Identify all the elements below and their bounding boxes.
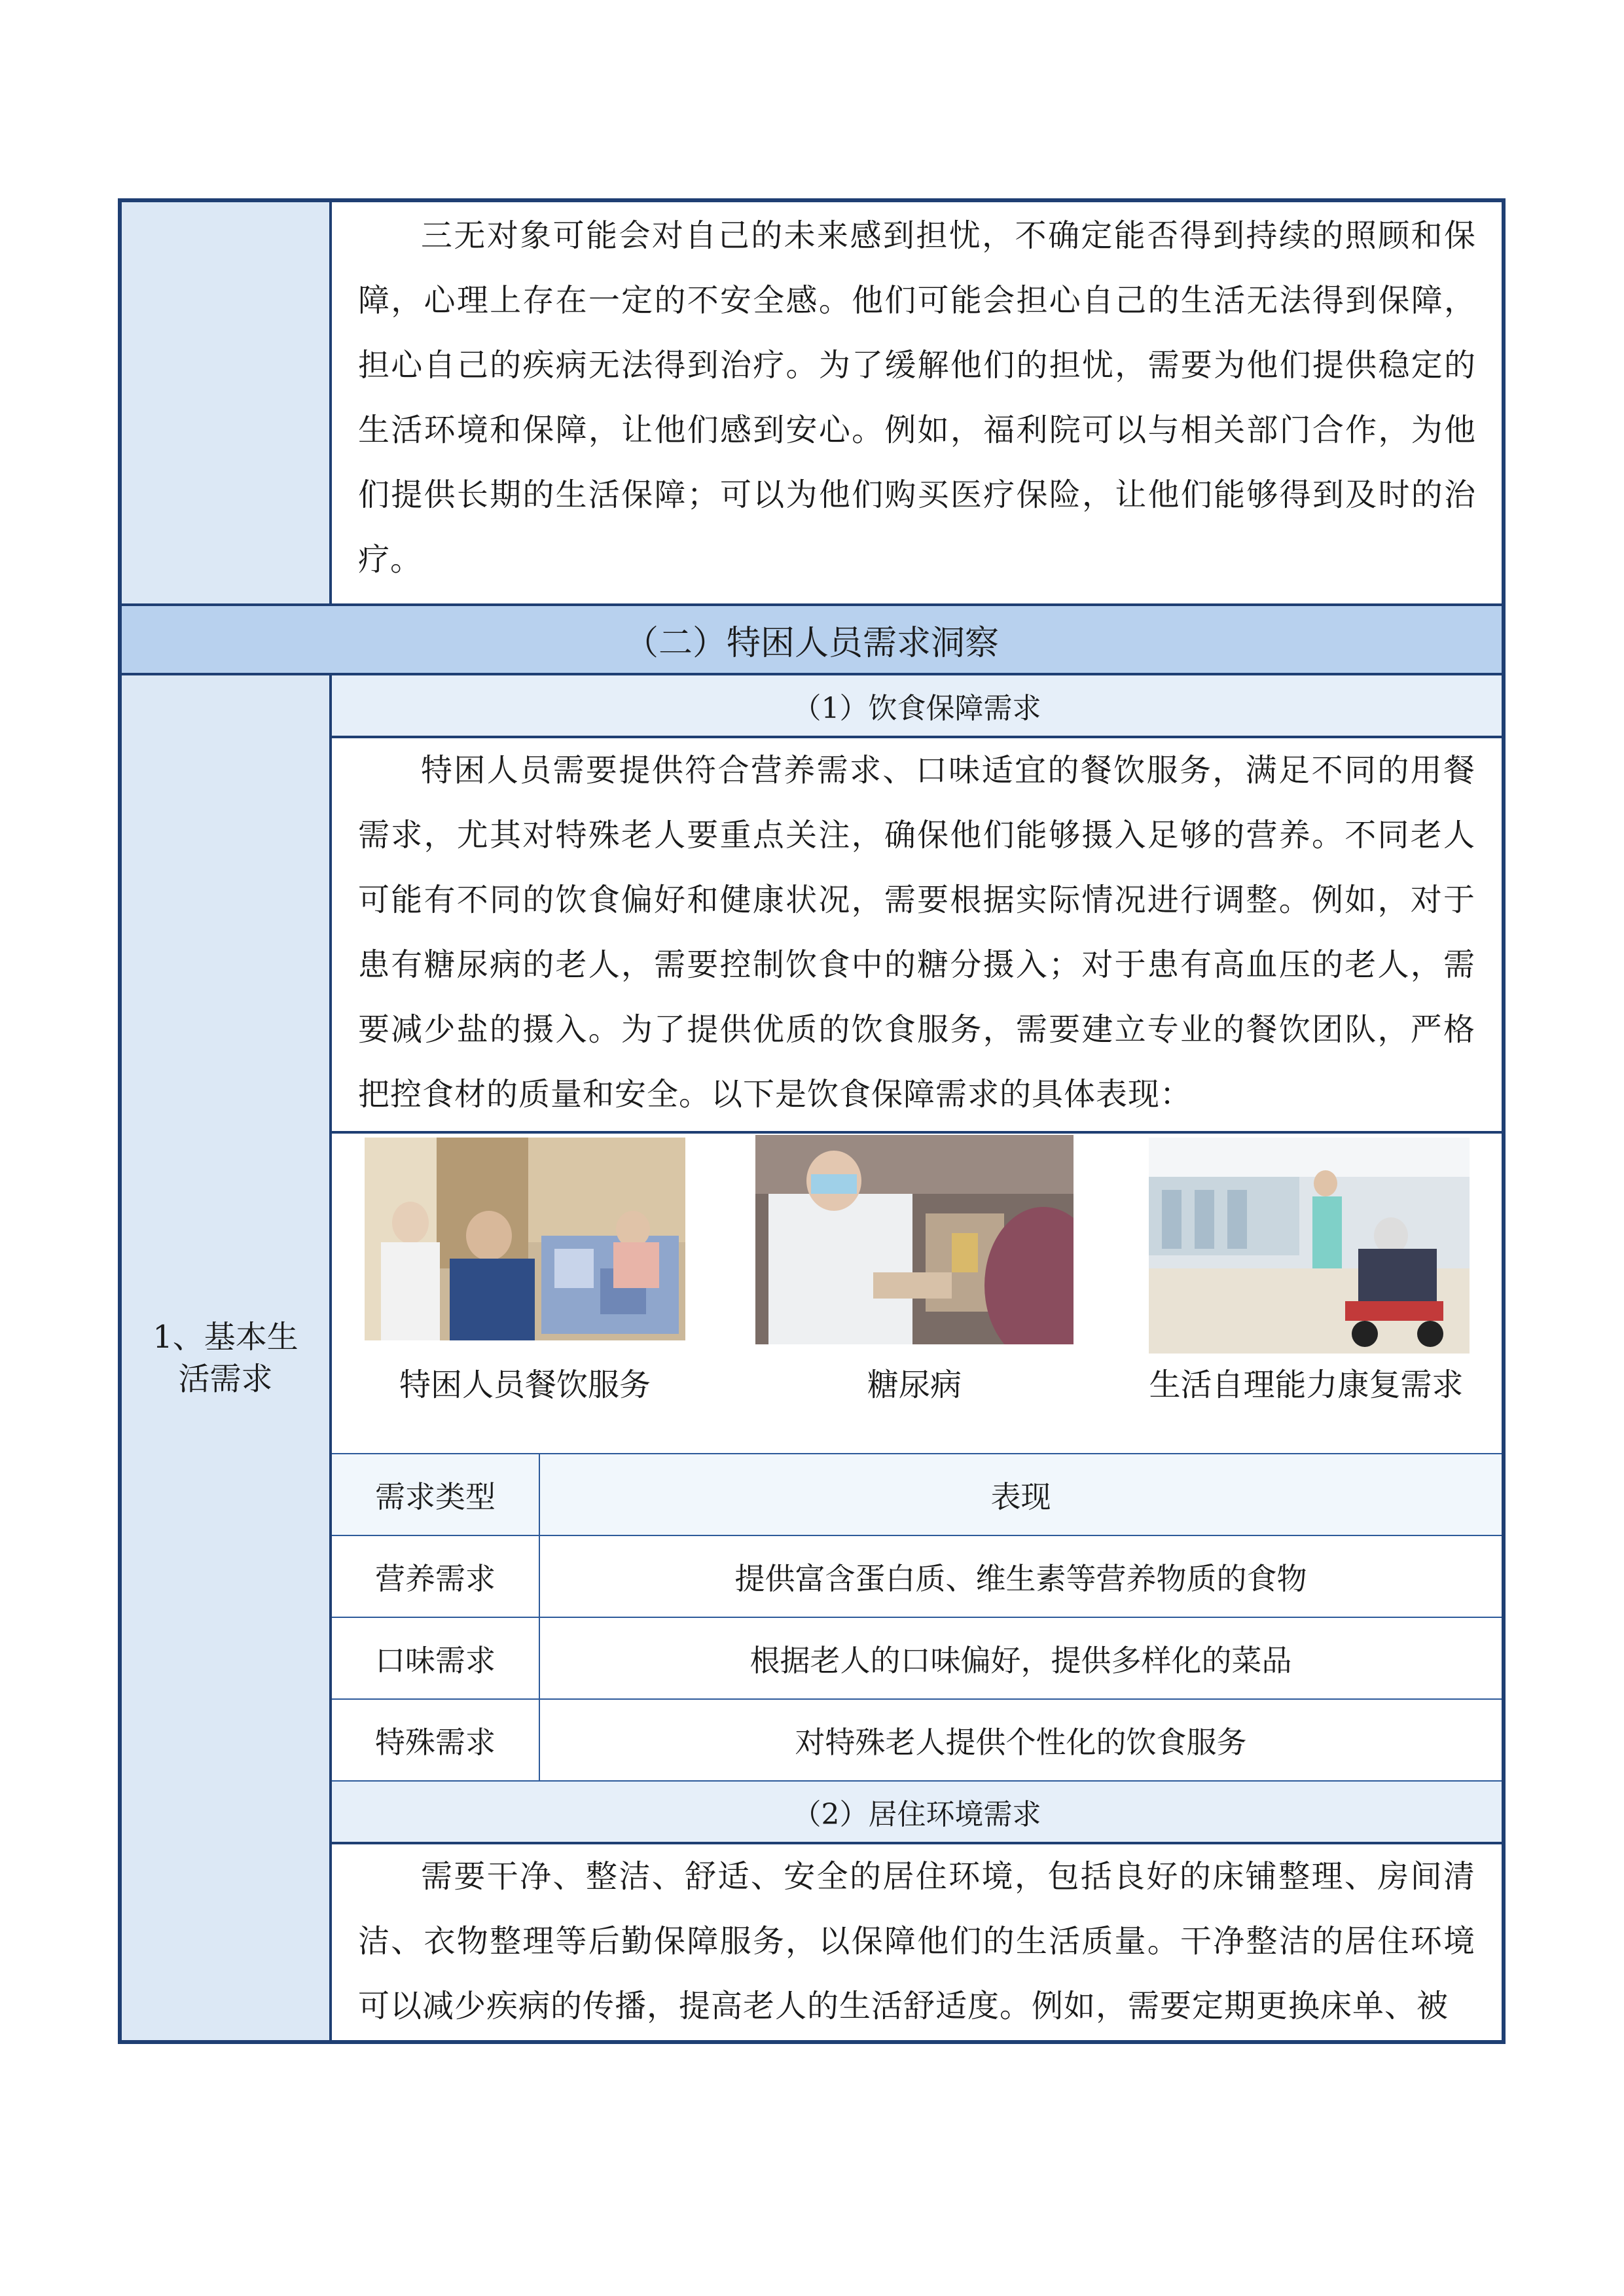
table-row-3-type: [332, 1700, 539, 1780]
divider: [332, 1131, 1502, 1134]
row-1-type-text: 营养需求: [375, 1560, 496, 1596]
divider: [329, 673, 332, 2040]
row-label-text: 1、基本生活需求: [153, 1318, 298, 1397]
housing-title-text: （2）居住环境需求: [792, 1798, 1041, 1831]
divider: [539, 1453, 540, 1780]
section-title-text: （二）特困人员需求洞察: [624, 623, 999, 663]
diet-title: [332, 675, 1502, 736]
divider: [332, 1535, 1502, 1536]
divider: [332, 736, 1502, 738]
housing-title: [332, 1782, 1502, 1842]
photo-meal-service: [365, 1138, 685, 1340]
header-type-text: 需求类型: [375, 1479, 496, 1515]
header-performance-text: 表现: [990, 1479, 1051, 1515]
diet-paragraph: 特困人员需要提供符合营养需求、口味适宜的餐饮服务，满足不同的用餐需求，尤其对特殊老人要重点关注，确保他们能够摄入足够的营养。不同老人可能有不同的饮食偏好和健康状况，需要根据实际情况进行调整。例如，对于患有糖尿病的老人，需要控制饮食中的糖分摄入；对于患有高血压的老人，需要减少盐的摄入。为了提供优质的饮食服务，需要建立专业的餐饮团队，严格把控食材的质量和安全。以下是饮食保障需求的具体表现：: [358, 752, 1475, 1113]
divider: [329, 202, 332, 603]
left-column-top: [122, 202, 329, 603]
divider: [332, 1617, 1502, 1618]
row-3-type-text: 特殊需求: [375, 1724, 496, 1760]
top-paragraph-cell: [332, 204, 1502, 603]
document-table: [118, 198, 1506, 2044]
divider: [332, 1780, 1502, 1782]
row-label-basic-needs: [122, 675, 329, 2040]
caption-rehab: 生活自理能力康复需求: [1149, 1367, 1464, 1403]
divider: [122, 603, 1502, 606]
table-row-3-value: [540, 1700, 1502, 1780]
row-3-value-text: 对特殊老人提供个性化的饮食服务: [795, 1724, 1247, 1760]
table-row-2-type: [332, 1618, 539, 1698]
diet-title-text: （1）饮食保障需求: [792, 692, 1041, 725]
table-row-2-value: [540, 1618, 1502, 1698]
diet-paragraph-cell: [332, 738, 1502, 1131]
row-2-value-text: 根据老人的口味偏好，提供多样化的菜品: [749, 1642, 1292, 1678]
row-2-type-text: 口味需求: [375, 1642, 496, 1678]
table-header-performance: [540, 1454, 1502, 1535]
photo-row: [332, 1134, 1502, 1453]
divider: [122, 673, 1502, 675]
photo-diabetes: [755, 1135, 1074, 1344]
caption-diabetes: 糖尿病: [867, 1367, 962, 1403]
table-row-1-type: [332, 1536, 539, 1617]
top-paragraph: 三无对象可能会对自己的未来感到担忧，不确定能否得到持续的照顾和保障，心理上存在一定的不安全感。他们可能会担心自己的生活无法得到保障，担心自己的疾病无法得到治疗。为了缓解他们的担忧，需要为他们提供稳定的生活环境和保障，让他们感到安心。例如，福利院可以与相关部门合作，为他们提供长期的生活保障；可以为他们购买医疗保险，让他们能够得到及时的治疗。: [358, 217, 1476, 578]
divider: [332, 1698, 1502, 1700]
housing-paragraph-cell: [332, 1844, 1502, 2041]
section-title: [122, 606, 1502, 673]
row-1-value-text: 提供富含蛋白质、维生素等营养物质的食物: [734, 1560, 1307, 1596]
photo-rehab: [1149, 1138, 1470, 1354]
table-row-1-value: [540, 1536, 1502, 1617]
caption-meal-service: 特困人员餐饮服务: [399, 1367, 651, 1403]
divider: [332, 1453, 1502, 1454]
housing-paragraph: 需要干净、整洁、舒适、安全的居住环境，包括良好的床铺整理、房间清洁、衣物整理等后勤保障服务，以保障他们的生活质量。干净整洁的居住环境可以减少疾病的传播，提高老人的生活舒适度。例如，需要定期更换床单、被: [358, 1858, 1475, 2024]
divider: [332, 1842, 1502, 1844]
table-header-type: [332, 1454, 539, 1535]
